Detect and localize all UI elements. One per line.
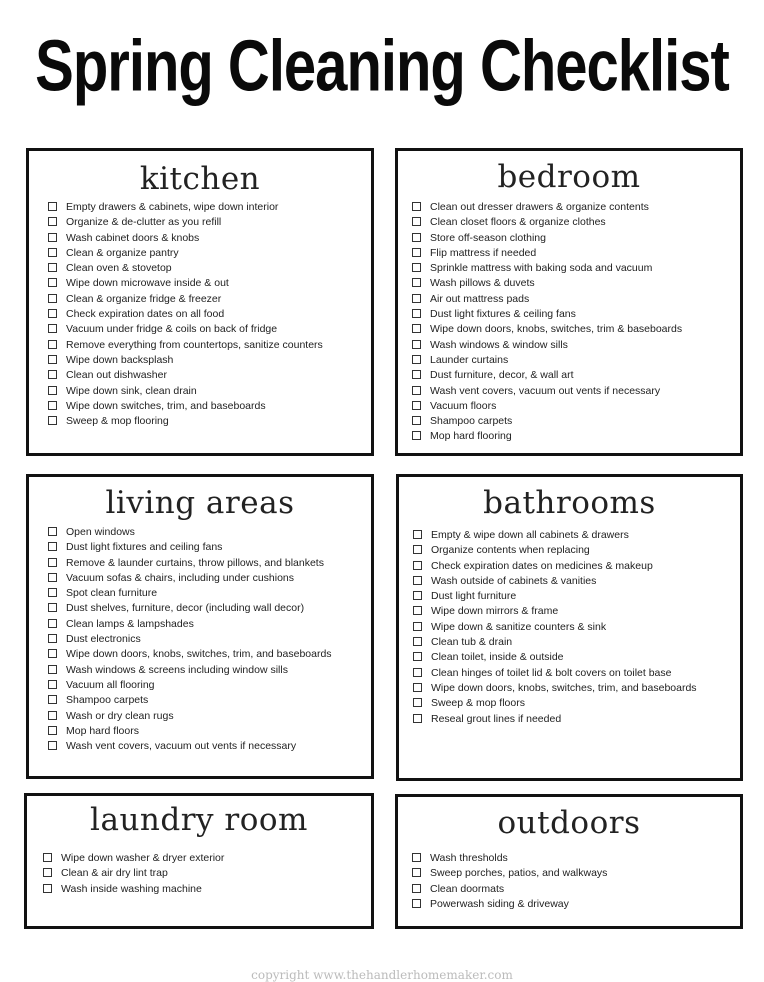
- checklist-item-label: Organize contents when replacing: [431, 544, 590, 557]
- checklist-item-label: Open windows: [66, 526, 135, 538]
- checkbox[interactable]: [412, 309, 421, 318]
- checkbox[interactable]: [48, 217, 57, 226]
- checkbox[interactable]: [48, 527, 57, 536]
- checklist-item-label: Clean doormats: [430, 882, 505, 895]
- checkbox[interactable]: [48, 401, 57, 410]
- checkbox[interactable]: [413, 652, 422, 661]
- checkbox[interactable]: [48, 278, 57, 287]
- checkbox[interactable]: [413, 637, 422, 646]
- checklist-item-label: Flip mattress if needed: [430, 246, 537, 259]
- checklist-item-label: Dust shelves, furniture, decor (including wall decor): [66, 602, 305, 615]
- checklist-item-label: Launder curtains: [430, 353, 509, 366]
- bathrooms-title: bathrooms: [483, 485, 656, 521]
- checkbox[interactable]: [48, 695, 57, 704]
- checklist-item-label: Wipe down & sanitize counters & sink: [431, 620, 607, 633]
- checkbox[interactable]: [43, 868, 52, 877]
- checklist-item-label: Wash windows & window sills: [430, 338, 568, 351]
- checkbox[interactable]: [48, 202, 57, 211]
- checkbox[interactable]: [412, 202, 421, 211]
- checkbox[interactable]: [413, 545, 422, 554]
- checklist-item-label: Dust light fixtures & ceiling fans: [430, 308, 576, 321]
- checkbox[interactable]: [43, 884, 52, 893]
- checklist-item-label: Clean & organize pantry: [66, 246, 179, 259]
- living-areas-section: [26, 474, 374, 779]
- checklist-item-label: Wipe down switches, trim, and baseboards: [66, 399, 266, 412]
- checkbox[interactable]: [48, 619, 57, 628]
- bedroom-title: bedroom: [497, 159, 641, 195]
- checklist-item-label: Wash outside of cabinets & vanities: [431, 574, 597, 587]
- checkbox[interactable]: [48, 386, 57, 395]
- checklist-item-label: Sweep & mop floors: [431, 697, 525, 710]
- checklist-item-label: Mop hard floors: [66, 724, 139, 737]
- checklist-item-label: Clean tub & drain: [431, 636, 513, 649]
- checklist-item-label: Dust light fixtures and ceiling fans: [66, 541, 223, 554]
- checklist-item-label: Wash vent covers, vacuum out vents if necessary: [66, 740, 297, 753]
- checklist-item-label: Check expiration dates on medicines & makeup: [431, 559, 653, 572]
- checklist-item-label: Shampoo carpets: [66, 694, 149, 707]
- copyright-footer: copyright www.thehandlerhomemaker.com: [251, 968, 513, 982]
- checklist-item-label: Wash cabinet doors & knobs: [66, 231, 200, 244]
- checkbox[interactable]: [48, 680, 57, 689]
- checkbox[interactable]: [48, 634, 57, 643]
- outdoors-section: [395, 794, 743, 929]
- checkbox[interactable]: [412, 431, 421, 440]
- checkbox[interactable]: [413, 683, 422, 692]
- checkbox[interactable]: [48, 416, 57, 425]
- checkbox[interactable]: [412, 370, 421, 379]
- checklist-item-label: Reseal grout lines if needed: [431, 712, 562, 725]
- checklist-item-label: Store off-season clothing: [430, 231, 546, 244]
- kitchen-title: kitchen: [139, 161, 261, 197]
- checklist-item-label: Wash pillows & duvets: [430, 277, 535, 290]
- checkbox[interactable]: [412, 263, 421, 272]
- checkbox[interactable]: [412, 340, 421, 349]
- checklist-item-label: Clean & organize fridge & freezer: [66, 292, 222, 305]
- checkbox[interactable]: [48, 665, 57, 674]
- checkbox[interactable]: [48, 233, 57, 242]
- checkbox[interactable]: [412, 248, 421, 257]
- laundry-room-section: [24, 793, 374, 929]
- checkbox[interactable]: [48, 726, 57, 735]
- checkbox[interactable]: [412, 355, 421, 364]
- checkbox[interactable]: [413, 622, 422, 631]
- checkbox[interactable]: [413, 530, 422, 539]
- checklist-item-label: Vacuum under fridge & coils on back of fridge: [66, 323, 278, 336]
- checkbox[interactable]: [48, 558, 57, 567]
- checklist-item-label: Clean hinges of toilet lid & bolt covers on toilet base: [431, 666, 672, 679]
- checkbox[interactable]: [413, 561, 422, 570]
- checkbox[interactable]: [48, 649, 57, 658]
- laundry-room-title: laundry room: [90, 802, 308, 838]
- checklist-item-label: Empty & wipe down all cabinets & drawers: [431, 529, 629, 541]
- checklist-item-label: Wipe down backsplash: [66, 353, 174, 366]
- bedroom-section: [395, 148, 743, 456]
- checkbox[interactable]: [48, 324, 57, 333]
- checkbox[interactable]: [412, 386, 421, 395]
- checkbox[interactable]: [43, 853, 52, 862]
- checkbox[interactable]: [412, 868, 421, 877]
- checkbox[interactable]: [48, 370, 57, 379]
- checkbox[interactable]: [48, 263, 57, 272]
- checkbox[interactable]: [48, 741, 57, 750]
- checklist-item-label: Mop hard flooring: [430, 430, 512, 443]
- checkbox[interactable]: [413, 668, 422, 677]
- checklist-item-label: Sweep porches, patios, and walkways: [430, 867, 608, 880]
- checklist-item-label: Wipe down doors, knobs, switches, trim, and baseboards: [431, 681, 697, 694]
- checklist-item-label: Empty drawers & cabinets, wipe down interior: [66, 201, 279, 213]
- checklist-item-label: Wipe down mirrors & frame: [431, 605, 559, 618]
- checkbox[interactable]: [412, 884, 421, 893]
- checkbox[interactable]: [412, 217, 421, 226]
- checkbox[interactable]: [413, 698, 422, 707]
- checkbox[interactable]: [413, 576, 422, 585]
- checkbox[interactable]: [412, 294, 421, 303]
- checklist-item-label: Vacuum all flooring: [66, 678, 155, 691]
- checkbox[interactable]: [48, 711, 57, 720]
- outdoors-title: outdoors: [497, 805, 641, 841]
- checklist-item-label: Dust electronics: [66, 633, 141, 646]
- checkbox[interactable]: [412, 233, 421, 242]
- checklist-item-label: Air out mattress pads: [430, 292, 530, 305]
- checklist-item-label: Vacuum sofas & chairs, including under cushions: [66, 571, 295, 584]
- checklist-item-label: Remove everything from countertops, sanitize counters: [66, 338, 323, 351]
- checkbox[interactable]: [48, 588, 57, 597]
- checkbox[interactable]: [412, 416, 421, 425]
- checkbox[interactable]: [48, 542, 57, 551]
- checkbox[interactable]: [412, 278, 421, 287]
- checklist-item-label: Spot clean furniture: [66, 587, 158, 600]
- checkbox[interactable]: [412, 401, 421, 410]
- checklist-item-label: Clean & air dry lint trap: [61, 867, 168, 880]
- checklist-item-label: Wash thresholds: [430, 852, 508, 864]
- checklist-item-label: Wash vent covers, vacuum out vents if necessary: [430, 384, 661, 397]
- checklist-item-label: Wipe down doors, knobs, switches, trim & baseboards: [430, 323, 683, 336]
- checklist-item-label: Sprinkle mattress with baking soda and vacuum: [430, 262, 653, 275]
- checklist-item-label: Clean oven & stovetop: [66, 262, 172, 275]
- checkbox[interactable]: [48, 340, 57, 349]
- checkbox[interactable]: [413, 606, 422, 615]
- kitchen-section: [26, 148, 374, 456]
- checklist-item-label: Wipe down microwave inside & out: [66, 277, 229, 290]
- checkbox[interactable]: [413, 714, 422, 723]
- checkbox[interactable]: [48, 294, 57, 303]
- checkbox[interactable]: [412, 853, 421, 862]
- checklist-item-label: Dust light furniture: [431, 590, 517, 603]
- page-title: Spring Cleaning Checklist: [35, 25, 729, 107]
- checklist-item-label: Sweep & mop flooring: [66, 415, 169, 428]
- checklist-item-label: Vacuum floors: [430, 399, 497, 412]
- checklist-item-label: Wash or dry clean rugs: [66, 709, 174, 722]
- checklist-item-label: Clean closet floors & organize clothes: [430, 216, 606, 229]
- checklist-item-label: Shampoo carpets: [430, 415, 513, 428]
- checklist-item-label: Clean lamps & lampshades: [66, 617, 194, 630]
- checkbox[interactable]: [48, 309, 57, 318]
- living-areas-title: living areas: [105, 485, 295, 521]
- checklist-item-label: Clean toilet, inside & outside: [431, 651, 564, 664]
- checkbox[interactable]: [48, 603, 57, 612]
- checklist-item-label: Wash inside washing machine: [61, 882, 202, 895]
- checklist-item-label: Powerwash siding & driveway: [430, 897, 569, 910]
- checkbox[interactable]: [412, 324, 421, 333]
- checklist-item-label: Remove & launder curtains, throw pillows, and blankets: [66, 556, 324, 569]
- checklist-item-label: Wipe down sink, clean drain: [66, 384, 197, 397]
- checklist-item-label: Wash windows & screens including window sills: [66, 663, 288, 676]
- checklist-item-label: Dust furniture, decor, & wall art: [430, 369, 574, 382]
- checklist-item-label: Check expiration dates on all food: [66, 308, 225, 321]
- checkbox[interactable]: [48, 573, 57, 582]
- checklist-item-label: Wipe down doors, knobs, switches, trim, and baseboards: [66, 648, 332, 661]
- checklist-item-label: Clean out dresser drawers & organize contents: [430, 201, 649, 213]
- checkbox[interactable]: [48, 248, 57, 257]
- checklist-item-label: Wipe down washer & dryer exterior: [61, 852, 225, 864]
- checklist-item-label: Organize & de-clutter as you refill: [66, 216, 222, 229]
- bathrooms-section: [396, 474, 743, 781]
- checkbox[interactable]: [413, 591, 422, 600]
- checkbox[interactable]: [412, 899, 421, 908]
- checklist-item-label: Clean out dishwasher: [66, 369, 167, 382]
- checkbox[interactable]: [48, 355, 57, 364]
